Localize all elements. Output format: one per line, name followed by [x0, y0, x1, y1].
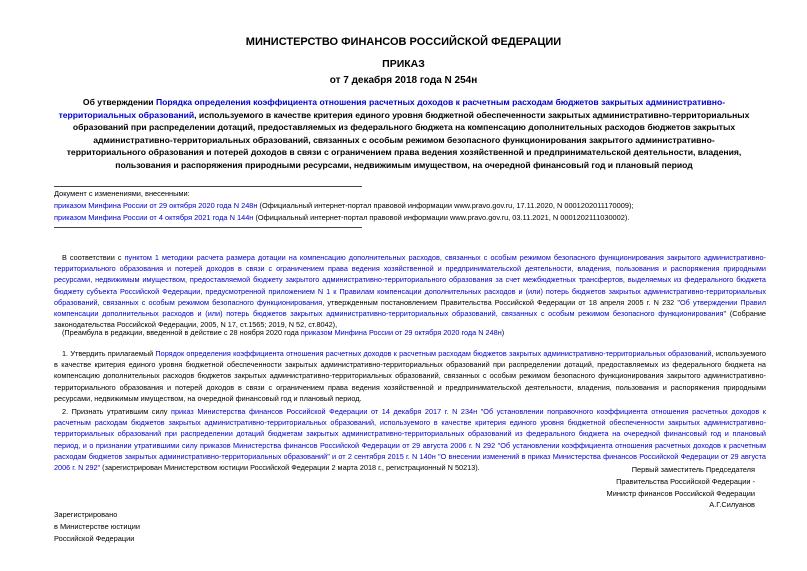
- procedure-link[interactable]: Порядок определения коэффициента отношения расчетных доходов к расчетным расходам бюджетов закрытых административно-территориальных образований: [155, 349, 712, 358]
- amendment-source: (Официальный интернет-портал правовой информации www.pravo.gov.ru, 17.11.2020, N 0001202011170009);: [257, 201, 634, 210]
- item-text: (зарегистрирован Министерством юстиции Российской Федерации 2 марта 2018 г., регистрационный N 50213).: [100, 463, 480, 473]
- preamble-paragraph: [54, 252, 766, 330]
- signatory-name: А.Г.Силуанов: [709, 500, 755, 510]
- amendments-intro: Документ с изменениями, внесенными:: [54, 189, 190, 198]
- title-prefix: Об утверждении: [82, 97, 156, 107]
- ministry-heading: МИНИСТЕРСТВО ФИНАНСОВ РОССИЙСКОЙ ФЕДЕРАЦИИ: [245, 36, 562, 48]
- signatory-line: Министр финансов Российской Федерации: [606, 488, 755, 498]
- amendment-item: [54, 200, 774, 212]
- preamble-text: В соответствии с: [62, 253, 125, 262]
- methodology-link[interactable]: пунктом 1 методики расчета размера дотации на компенсацию дополнительных расходов, связанных с особым режимом безопасного функционирования закрытого административно-территориального образования и потерей доходов в связи с ограничением права ведения хозяйственной и предпринимательской деятельности, владения, пользования и распоряжения природными ресурсами, недвижимым имуществом, предоставляемой бюджету закрытого административно-территориального образования за счет межбюджетных трансфертов, выделяемых из федерального бюджета бюджету субъекта Российской Федерации, предусмотренной приложением N 1 к Правилам компенсации дополнительных расходов и (или) потерь бюджетов закрытых административно-территориальных образований, связанных с особым режимом безопасного функционирования: [54, 253, 766, 307]
- item-1-paragraph: [54, 348, 766, 404]
- signatory-line: Правительства Российской Федерации -: [616, 476, 755, 486]
- preamble-text: " (Собрание законодательства Российской Федерации, 2005, N 17, ст.1565; 2019, N 52, ст.8042),: [54, 309, 766, 330]
- amendments-block: [54, 188, 774, 224]
- revision-order-link[interactable]: приказом Минфина России от 29 октября 2020 года N 248н: [300, 328, 502, 337]
- document-title: [54, 96, 754, 172]
- amendment-link-2021[interactable]: приказом Минфина России от 4 октября 2021 года N 144н: [54, 213, 254, 222]
- document-type: ПРИКАЗ: [382, 58, 425, 70]
- registration-line: в Министерстве юстиции: [54, 521, 141, 531]
- note-text: ): [501, 328, 505, 337]
- preamble-text: , утвержденным постановлением Правительства Российской Федерации от 18 апреля 2005 г. N 232 ": [322, 297, 680, 307]
- item-text: 1. Утвердить прилагаемый: [62, 349, 156, 358]
- registration-block: [54, 509, 140, 544]
- item-text: , используемого в качестве критерия единого уровня бюджетной обеспеченности закрытых административно-территориальных образований при распределении дотаций, предоставляемых из федерального бюджета на компенсацию дополнительных расходов бюджетов закрытых административно-территориальных образований, связанных с особым режимом безопасного функционирования закрытого административно-территориального образования и потерей доходов в связи с ограничением права ведения хозяйственной и предпринимательской деятельности, владения, пользования и распоряжения природными ресурсами, недвижимым имуществом, на очередной финансовый год и плановый период.: [54, 349, 766, 403]
- rules-link[interactable]: Об утверждении Правил компенсации дополнительных расходов и (или) потерь бюджетов закрытых административно-территориальных образований, связанных с особым режимом безопасного функционирования: [54, 297, 766, 319]
- title-procedure-link[interactable]: Порядка определения коэффициента отношения расчетных доходов к расчетным расходам бюджетов закрытых административно-территориальных образований: [58, 97, 726, 120]
- divider-bottom: [54, 227, 362, 228]
- item-text: 2. Признать утратившим силу: [62, 407, 172, 416]
- repealed-order-link[interactable]: приказ Министерства финансов Российской Федерации от 14 декабря 2017 г. N 234н "Об установлении поправочного коэффициента отношения расчетных доходов к расчетным расходам бюджетов закрытых административно-территориальных образований, используемого в качестве критерия единого уровня бюджетной обеспеченности закрытых административно-территориальных образований при распределении дотаций бюджетам закрытых административно-территориальных образований из федерального бюджета на очередной финансовый год и плановый период, и о признании утратившими силу приказов Министерства финансов Российской Федерации от 29 августа 2006 г. N 292 "Об установлении коэффициента отношения расчетных доходов к расчетным расходам бюджетов закрытых административно-территориальных образований" и от 2 сентября 2015 г. N 140н "О внесении изменений в приказ Министерства финансов Российской Федерации от 29 августа 2006 г. N 292": [54, 407, 766, 473]
- signatory-line: Первый заместитель Председателя: [631, 465, 755, 474]
- order-date-number: от 7 декабря 2018 года N 254н: [329, 75, 478, 86]
- note-text: (Преамбула в редакции, введенной в действие с 28 ноября 2020 года: [62, 328, 301, 337]
- amendment-link-2020[interactable]: приказом Минфина России от 29 октября 2020 года N 248н: [54, 201, 258, 210]
- amendment-source: (Официальный интернет-портал правовой информации www.pravo.gov.ru, 03.11.2021, N 0001202111030002).: [253, 213, 630, 222]
- preamble-revision-note: [62, 327, 762, 338]
- title-rest: , используемого в качестве критерия единого уровня бюджетной обеспеченности закрытых административно-территориальных образований при распределении дотаций, предоставляемых из федерального бюджета на компенсацию дополнительных расходов бюджетов закрытых административно-территориальных образований, связанных с особым режимом безопасного функционирования закрытого административно-территориального образования и потерей доходов в связи с ограничением права ведения хозяйственной и предпринимательской деятельности, владения, пользования и распоряжения природными ресурсами, недвижимым имуществом, на очередной финансовый год и плановый период: [66, 109, 750, 170]
- divider-top: [54, 186, 362, 187]
- registration-line: Зарегистрировано: [54, 510, 118, 519]
- signature-block: [515, 464, 755, 511]
- registration-line: Российской Федерации: [54, 533, 135, 543]
- amendment-item: [54, 212, 774, 224]
